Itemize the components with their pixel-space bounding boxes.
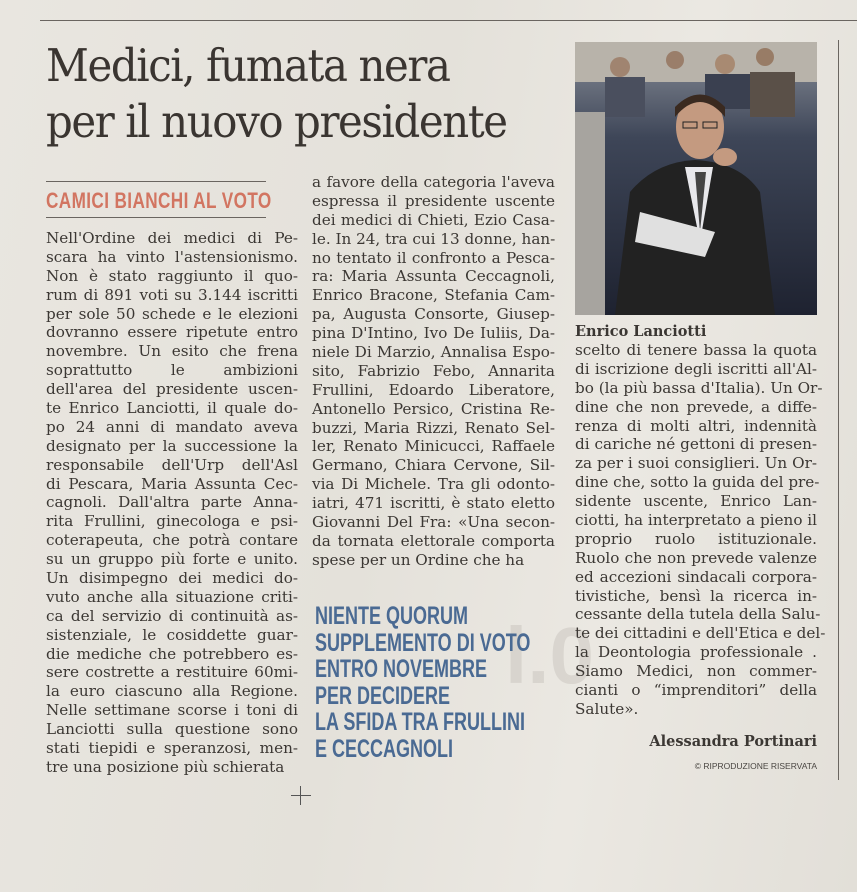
text-line: via Di Michele. Tra gli odonto-: [312, 475, 555, 494]
text-line: di cariche né gettoni di presen-: [575, 435, 817, 454]
crop-mark: [291, 795, 311, 796]
text-line: scara ha vinto l'astensionismo.: [46, 247, 298, 266]
callout-line: E CECCAGNOLI: [315, 734, 454, 763]
text-line: per sole 50 schede e le elezioni: [46, 304, 298, 323]
text-line: no tentato il confronto a Pesca-: [312, 248, 555, 267]
callout-line: SUPPLEMENTO DI VOTO: [315, 628, 531, 657]
text-line: di iscrizione degli iscritti all'Al-: [575, 359, 817, 378]
text-line: Non è stato raggiunto il quo-: [46, 266, 298, 285]
text-line: Lanciotti sulla questione sono: [46, 720, 298, 739]
text-line: cagnoli. Dall'altra parte Anna-: [46, 493, 298, 512]
text-line: tivistiche, bensì la ricerca in-: [575, 586, 817, 605]
text-line: spese per un Ordine che ha: [312, 550, 525, 569]
text-line: dei medici di Chieti, Ezio Casa-: [312, 210, 555, 229]
text-line: designato per la successione la: [46, 436, 298, 455]
crop-mark: [300, 786, 301, 805]
text-line: ed accezioni sindacali corpora-: [575, 567, 817, 586]
text-line: Frullini, Edoardo Liberatore,: [312, 380, 555, 399]
kicker-rule-bottom: [46, 217, 266, 218]
text-line: dovranno essere ripetute entro: [46, 323, 298, 342]
text-line: dine che, sotto la guida del pre-: [575, 473, 820, 492]
text-line: di Pescara, Maria Assunta Cec-: [46, 474, 298, 493]
text-line: su un gruppo più forte e unito.: [46, 550, 298, 569]
portrait-image: [575, 42, 817, 315]
callout-box: [315, 603, 530, 762]
text-line: te dei cittadini e dell'Etica e del-: [575, 624, 826, 643]
text-line: espressa il presidente uscente: [312, 191, 555, 210]
text-line: cianti o “imprenditori” della: [575, 681, 817, 700]
text-line: Enrico Bracone, Stefania Cam-: [312, 286, 555, 305]
callout-line: LA SFIDA TRA FRULLINI: [315, 708, 525, 736]
text-line: niele Di Marzio, Annalisa Espo-: [312, 343, 555, 362]
text-line: dell'area del presidente uscen-: [46, 380, 298, 399]
text-line: renza di molti altri, indennità: [575, 416, 817, 435]
text-line: Siamo Medici, non commer-: [575, 662, 817, 681]
text-line: die mediche che potrebbero es-: [46, 644, 298, 663]
text-line: pa, Augusta Consorte, Giusep-: [312, 305, 555, 324]
text-line: Nelle settimane scorse i toni di: [46, 701, 298, 720]
headline-line-2: per il nuovo presidente: [46, 95, 507, 148]
text-line: sito, Fabrizio Febo, Annarita: [312, 361, 555, 380]
text-line: la euro ciascuno alla Regione.: [46, 682, 298, 701]
text-line: za per i suoi consiglieri. Un Or-: [575, 454, 817, 473]
text-line: iatri, 471 iscritti, è stato eletto: [312, 494, 555, 513]
text-line: rita Frullini, ginecologa e psi-: [46, 512, 298, 531]
text-line: novembre. Un esito che frena: [46, 342, 298, 361]
text-line: a favore della categoria l'aveva: [312, 173, 555, 191]
text-line: Nell'Ordine dei medici di Pe-: [46, 229, 298, 247]
text-line: cessante della tutela della Salu-: [575, 605, 821, 624]
text-line: sistenziale, le cosiddette guar-: [46, 625, 298, 644]
text-line: ler, Renato Minicucci, Raffaele: [312, 437, 555, 456]
text-line: coterapeuta, che potrà contare: [46, 531, 298, 550]
text-line: pina D'Intino, Ivo De Iuliis, Da-: [312, 324, 555, 343]
text-line: sere costrette a restituire 60mi-: [46, 663, 298, 682]
portrait-photo: [575, 42, 817, 315]
text-line: ciotti, ha interpretato a pieno il: [575, 511, 817, 530]
article-column-2: [312, 173, 555, 570]
bleed-through-mark: l.0: [505, 611, 594, 700]
kicker: CAMICI BIANCHI AL VOTO: [46, 188, 272, 213]
headline-line-1: Medici, fumata nera: [46, 39, 450, 92]
text-line: responsabile dell'Urp dell'Asl: [46, 455, 298, 474]
column-rule: [838, 40, 839, 780]
text-line: proprio ruolo istituzionale.: [575, 529, 817, 548]
photo-caption: Enrico Lanciotti: [575, 323, 707, 340]
text-line: bo (la più bassa d'Italia). Un Or-: [575, 378, 823, 397]
text-line: stati tiepidi e speranzosi, men-: [46, 739, 298, 758]
text-line: tre una posizione più schierata: [46, 757, 285, 776]
text-line: buzzi, Maria Rizzi, Renato Sel-: [312, 418, 555, 437]
text-line: te Enrico Lanciotti, il quale do-: [46, 399, 298, 418]
callout-line: NIENTE QUORUM: [315, 602, 468, 630]
callout-line: ENTRO NOVEMBRE: [315, 655, 488, 683]
text-line: Germano, Chiara Cervone, Sil-: [312, 456, 555, 475]
text-line: ra: Maria Assunta Ceccagnoli,: [312, 267, 555, 286]
text-line: po 24 anni di mandato aveva: [46, 417, 298, 436]
text-line: rum di 891 voti su 3.144 iscritti: [46, 285, 298, 304]
text-line: la Deontologia professionale .: [575, 643, 817, 662]
copyright-notice: © RIPRODUZIONE RISERVATA: [694, 761, 817, 771]
top-rule: [40, 20, 857, 21]
text-line: soprattutto le ambizioni: [46, 361, 298, 380]
text-line: Salute».: [575, 699, 639, 718]
kicker-rule-top: [46, 181, 266, 182]
text-line: Ruolo che non prevede valenze: [575, 548, 817, 567]
text-line: scelto di tenere bassa la quota: [575, 341, 817, 359]
text-line: vuto anche alla situazione criti-: [46, 587, 298, 606]
text-line: da tornata elettorale comporta: [312, 531, 555, 550]
byline: Alessandra Portinari: [649, 733, 817, 750]
callout-line: PER DECIDERE: [315, 681, 451, 710]
text-line: ca del servizio di continuità as-: [46, 606, 298, 625]
text-line: sidente uscente, Enrico Lan-: [575, 492, 817, 511]
text-line: dine che non prevede, a diffe-: [575, 397, 817, 416]
text-line: Antonello Persico, Cristina Re-: [312, 399, 555, 418]
text-line: Un disimpegno dei medici do-: [46, 569, 298, 588]
text-line: Giovanni Del Fra: «Una secon-: [312, 513, 555, 532]
article-column-3: [575, 341, 826, 719]
article-column-1: [46, 229, 298, 777]
text-line: le. In 24, tra cui 13 donne, han-: [312, 229, 556, 248]
headline: [46, 38, 507, 150]
